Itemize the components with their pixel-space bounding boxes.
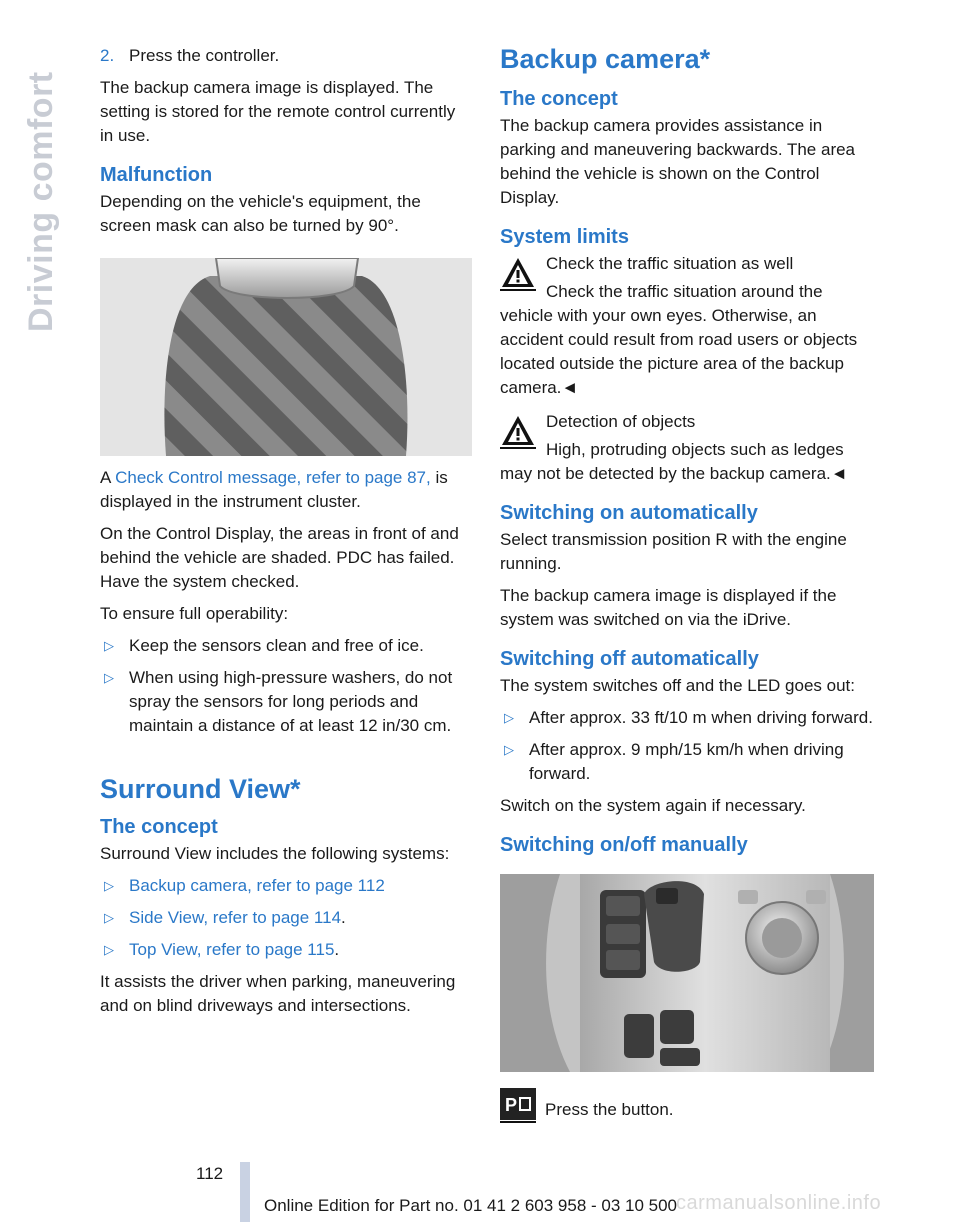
- backup-concept-text: The backup camera provides assistance in parking and maneuvering backwards. The area behind the vehicle is shown on the Control Display.: [500, 116, 856, 207]
- auto-on-text-2: The backup camera image is displayed if the system was switched on via the iDrive.: [500, 586, 837, 629]
- parking-camera-button-icon: [500, 1088, 536, 1124]
- manual-heading: Switching on/off manually: [500, 834, 748, 856]
- list-item: ▷ Top View, refer to page 115.: [100, 938, 472, 962]
- ensure-text: To ensure full operability:: [100, 604, 289, 623]
- backup-camera-link[interactable]: Backup camera, refer to page 112: [129, 876, 385, 895]
- warning-detection: [500, 410, 874, 486]
- side-view-link[interactable]: Side View, refer to page 114: [129, 908, 342, 927]
- triangle-bullet-icon: ▷: [104, 942, 114, 957]
- warning-text: Check the traffic situation around the vehicle with your own eyes. Otherwise, an accident could result from road users or objects located outside the picture area of the backup camera.◄: [500, 282, 858, 397]
- auto-off-intro: The system switches off and the LED goes out:: [500, 676, 855, 695]
- page-number: 112: [196, 1164, 224, 1183]
- auto-off-outro: Switch on the system again if necessary.: [500, 796, 806, 815]
- press-button-row: [500, 1088, 874, 1128]
- surround-list: [100, 874, 472, 962]
- edition-text: Online Edition for Part no. 01 41 2 603 958 - 03 10 500: [264, 1196, 678, 1215]
- triangle-bullet-icon: ▷: [504, 742, 514, 757]
- auto-off-list: [500, 706, 874, 786]
- malfunction-intro: Depending on the vehicle's equipment, the screen mask can also be turned by 90°.: [100, 192, 421, 235]
- top-view-link[interactable]: Top View, refer to page 115: [129, 940, 335, 959]
- warning-text: High, protruding objects such as ledges may not be detected by the backup camera.◄: [500, 440, 848, 483]
- backup-concept-heading: The concept: [500, 88, 618, 110]
- screen-mask-figure: [100, 258, 472, 456]
- auto-off-heading: Switching off automatically: [500, 648, 759, 670]
- list-item: ▷ When using high-pressure washers, do not spray the sensors for long periods and maintain a distance of at least 12 in/30 cm.: [104, 668, 453, 735]
- shaded-area-illustration: [100, 258, 472, 456]
- warning-title: Detection of objects: [546, 412, 696, 431]
- list-item: ▷ After approx. 33 ft/10 m when driving forward.: [500, 706, 874, 730]
- triangle-bullet-icon: ▷: [504, 710, 514, 725]
- step-number: 2.: [100, 46, 115, 65]
- right-column: [500, 44, 874, 1128]
- malfunction-heading: Malfunction: [100, 164, 213, 186]
- section-title: Driving comfort: [22, 71, 60, 332]
- ensure-list: [100, 634, 472, 738]
- surround-concept-heading: The concept: [100, 816, 218, 838]
- auto-on-heading: Switching on automatically: [500, 502, 758, 524]
- section-side-tab: [22, 40, 60, 340]
- watermark: carmanualsonline.info: [676, 1192, 882, 1214]
- triangle-bullet-icon: ▷: [104, 670, 114, 685]
- list-item: ▷ Side View, refer to page 114.: [100, 906, 472, 930]
- backup-camera-heading: Backup camera*: [500, 44, 711, 74]
- footer-divider: [240, 1162, 250, 1222]
- svg-text:P: P: [505, 1095, 518, 1115]
- warning-triangle-icon: [500, 414, 536, 450]
- check-control-link[interactable]: Check Control message, refer to page 87,: [115, 468, 431, 487]
- warning-triangle-icon: [500, 256, 536, 292]
- list-item: [100, 874, 472, 898]
- center-console-figure: [500, 874, 874, 1072]
- triangle-bullet-icon: ▷: [104, 638, 114, 653]
- triangle-bullet-icon: ▷: [104, 910, 114, 925]
- shaded-text: On the Control Display, the areas in front of and behind the vehicle are shaded. PDC has failed. Have the system checked.: [100, 524, 459, 591]
- step-text: Press the controller.: [129, 46, 280, 65]
- triangle-bullet-icon: ▷: [104, 878, 114, 893]
- system-limits-heading: System limits: [500, 226, 629, 248]
- list-item: ▷ After approx. 9 mph/15 km/h when driving forward.: [504, 740, 844, 783]
- press-button-text: Press the button.: [545, 1100, 674, 1119]
- check-control-text: A Check Control message, refer to page 87, is displayed in the instrument cluster.: [100, 468, 448, 511]
- warning-traffic: [500, 252, 874, 400]
- step-result: The backup camera image is displayed. The setting is stored for the remote control currently in use.: [100, 78, 456, 145]
- auto-on-text-1: Select transmission position R with the engine running.: [500, 530, 847, 573]
- step-2: [100, 44, 472, 68]
- list-item: ▷ Keep the sensors clean and free of ice.: [100, 634, 472, 658]
- surround-outro: It assists the driver when parking, maneuvering and on blind driveways and intersections.: [100, 972, 456, 1015]
- warning-title: Check the traffic situation as well: [546, 254, 794, 273]
- left-column: [100, 44, 472, 1018]
- center-console-illustration: [500, 874, 874, 1072]
- surround-view-heading: Surround View*: [100, 774, 301, 804]
- surround-intro: Surround View includes the following systems:: [100, 844, 450, 863]
